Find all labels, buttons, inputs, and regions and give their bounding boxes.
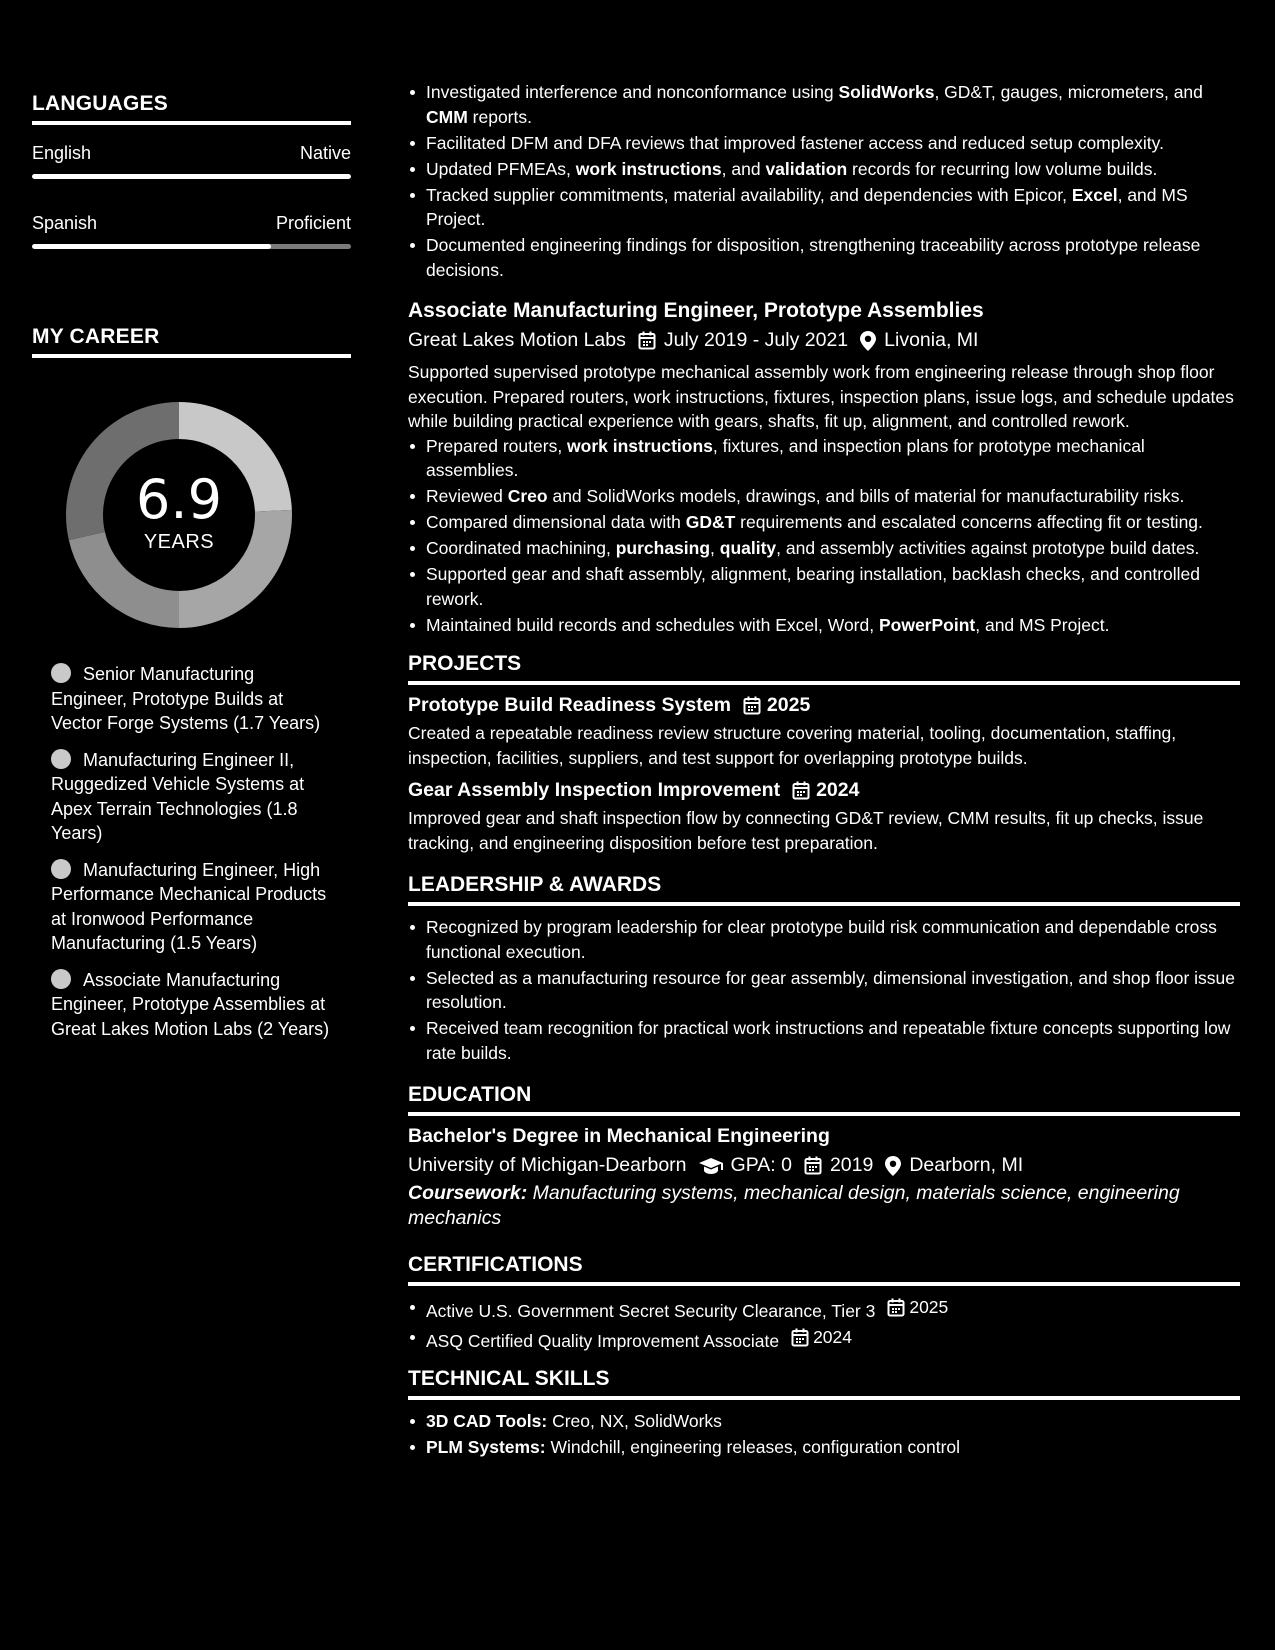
bullet-item [426,510,1240,535]
project-item [408,694,1240,770]
career-legend-dot [51,969,71,989]
career-legend-label: Senior Manufacturing Engineer, Prototype Builds at Vector Forge Systems (1.7 Years) [51,664,321,733]
certification-name: ASQ Certified Quality Improvement Associate [426,1330,780,1351]
keyword: quality [719,538,777,558]
graduation-cap-icon [699,1157,723,1175]
keyword: Creo [507,486,548,506]
job-bullets [408,434,1240,638]
bullet-item [426,536,1240,561]
text: Compared dimensional data with [426,512,686,532]
career-legend-item [51,858,331,956]
language-level-fill [32,174,351,179]
keyword: SolidWorks [838,82,935,102]
map-pin-icon [860,331,876,351]
text: , and MS Project. [975,614,1110,635]
career-legend-item [51,748,331,846]
leadership-item: Received team recognition for practical work instructions and repeatable fixture concepts supporting low rate builds. [426,1016,1240,1065]
certification-year: 2025 [909,1297,949,1317]
donut-center [66,402,292,628]
language-row [32,143,351,164]
leadership-item: Selected as a manufacturing resource for gear assembly, dimensional investigation, and shop floor issue resolution. [426,966,1240,1015]
keyword: purchasing [615,538,711,558]
text: Prepared routers, [426,435,568,456]
calendar-icon [743,696,761,715]
coursework-label: Coursework: [408,1182,528,1204]
language-level-bar [32,244,351,249]
career-legend-item [51,662,331,736]
language-item [32,143,351,179]
languages-list [32,143,351,249]
skill-value: Windchill, engineering releases, configuration control [545,1437,961,1457]
calendar-icon [791,1328,809,1347]
text: and SolidWorks models, drawings, and bills of material for manufacturability risks. [547,486,1185,506]
project-title-row [408,779,1240,802]
certification-name: Active U.S. Government Secret Security Clearance, Tier 3 [426,1300,876,1321]
skill-label: PLM Systems: [426,1437,546,1457]
projects-heading: PROJECTS [408,652,1240,685]
career-legend-dot [51,859,71,879]
career-total-years: 6.9 [136,467,222,531]
keyword: validation [765,158,848,179]
bullet-item [426,157,1240,182]
job-location: Livonia, MI [884,329,979,351]
calendar-icon [804,1156,822,1175]
skill-item [426,1435,1240,1460]
education-year: 2019 [829,1154,874,1176]
project-year: 2025 [766,694,811,716]
keyword: CMM [426,106,468,127]
keyword: work instructions [567,435,713,456]
calendar-icon [792,781,810,800]
certification-year-wrap [887,1295,948,1320]
project-description: Improved gear and shaft inspection flow by connecting GD&T review, CMM results, fit up checks, issue tracking, and engineering disposition before test preparation. [408,808,1204,853]
bullet-item [426,80,1240,129]
text: Reviewed [426,486,508,506]
text: records for recurring low volume builds. [847,158,1158,179]
certifications-list [408,1295,1240,1353]
skill-item [426,1409,1240,1434]
calendar-icon [887,1298,905,1317]
education-coursework [408,1181,1240,1231]
certification-item [426,1295,1240,1323]
project-description: Created a repeatable readiness review structure covering material, tooling, documentation, staffing, inspection, facilities, suppliers, and test support for overlapping prototype builds. [408,723,1177,768]
text: , fixtures, and inspection plans for prototype mechanical assemblies. [426,435,1145,480]
text: requirements and escalated concerns affecting fit or testing. [735,512,1203,532]
map-pin-icon [885,1156,901,1176]
career-legend-dot [51,663,71,683]
project-item [408,779,1240,855]
leadership-heading: LEADERSHIP & AWARDS [408,873,1240,906]
text: , and MS Project. [426,184,1188,229]
language-name: Spanish [32,213,98,233]
bullet-item [426,434,1240,483]
bullet-item [426,562,1240,611]
language-level-bar [32,174,351,179]
job-title: Associate Manufacturing Engineer, Prototype Assemblies [408,299,984,322]
project-title: Prototype Build Readiness System [408,694,731,716]
certification-year: 2024 [813,1326,852,1347]
language-row [32,213,351,234]
certification-item [426,1325,1240,1353]
career-legend-label: Manufacturing Engineer, High Performance Mechanical Products at Ironwood Performance Manufacturing (1.5 Years) [51,859,327,953]
projects-list [408,694,1240,855]
education-location: Dearborn, MI [909,1154,1024,1176]
skills-heading: TECHNICAL SKILLS [408,1367,1240,1400]
keyword: Excel [1071,184,1118,205]
career-donut-chart [66,402,292,628]
text: Facilitated DFM and DFA reviews that improved fastener access and reduced setup complexity. [426,132,1164,153]
career-heading: MY CAREER [32,325,351,358]
text: Updated PFMEAs, [426,158,576,179]
bullet-item [426,131,1240,156]
leadership-item: Recognized by program leadership for clear prototype build risk communication and dependable cross functional execution. [426,915,1240,964]
career-legend-label: Associate Manufacturing Engineer, Prototype Assemblies at Great Lakes Motion Labs (2 Years) [51,969,330,1039]
job-dates: July 2019 - July 2021 [663,329,849,351]
career-legend [51,662,331,1041]
bullet-item [426,183,1240,232]
keyword: GD&T [685,512,736,532]
project-title: Gear Assembly Inspection Improvement [408,779,781,801]
text: reports. [467,106,532,127]
main-column [408,80,1240,1461]
education-school: University of Michigan-Dearborn [408,1154,687,1176]
education-meta [408,1154,1240,1177]
coursework-text: Manufacturing systems, mechanical design, materials science, engineering mechanics [408,1182,1180,1229]
job-summary: Supported supervised prototype mechanical assembly work from engineering release through shop floor execution. Prepared routers, work instructions, fixtures, inspection plans, issue logs, and schedule updates while building practical experience with gears, shafts, fit up, alignment, and controlled rework. [408,362,1234,431]
education-degree: Bachelor's Degree in Mechanical Engineering [408,1125,830,1147]
career-legend-dot [51,749,71,769]
previous-job-bullets [408,80,1240,282]
education-gpa: GPA: 0 [730,1154,792,1176]
bullet-item [426,233,1240,282]
language-name: English [32,143,92,163]
text: , and assembly activities against prototype build dates. [776,538,1200,558]
skill-value: Creo, NX, SolidWorks [547,1411,722,1431]
skill-label: 3D CAD Tools: [426,1411,548,1431]
language-item [32,213,351,249]
text: Documented engineering findings for disposition, strengthening traceability across prototype release decisions. [426,235,1201,280]
calendar-icon [638,331,656,350]
career-years-unit: YEARS [143,530,215,553]
education-heading: EDUCATION [408,1083,1240,1116]
text: , and [721,158,766,179]
leadership-list [408,915,1240,1065]
certifications-heading: CERTIFICATIONS [408,1253,1240,1286]
career-legend-label: Manufacturing Engineer II, Ruggedized Vehicle Systems at Apex Terrain Technologies (1.8 Years) [51,749,305,843]
text: Supported gear and shaft assembly, alignment, bearing installation, backlash checks, and controlled rework. [426,564,1201,609]
project-year: 2024 [816,779,860,801]
keyword: work instructions [575,158,722,179]
bullet-item [426,484,1240,509]
language-level: Native [299,143,351,163]
certification-year-wrap [791,1325,852,1350]
project-title-row [408,694,1240,717]
sidebar [32,92,351,1053]
text: Coordinated machining, [426,538,616,558]
language-level: Proficient [275,213,351,233]
text: , [710,538,720,558]
languages-heading: LANGUAGES [32,92,351,125]
text: Investigated interference and nonconformance using [426,82,839,102]
job-company: Great Lakes Motion Labs [408,329,626,351]
keyword: PowerPoint [878,614,976,635]
language-level-fill [32,244,271,249]
career-legend-item [51,968,331,1042]
text: , GD&T, gauges, micrometers, and [934,82,1203,102]
bullet-item [426,613,1240,638]
job-meta [408,329,1240,352]
text: Maintained build records and schedules with Excel, Word, [426,614,879,635]
skills-list [408,1409,1240,1460]
text: Tracked supplier commitments, material availability, and dependencies with Epicor, [426,184,1072,205]
